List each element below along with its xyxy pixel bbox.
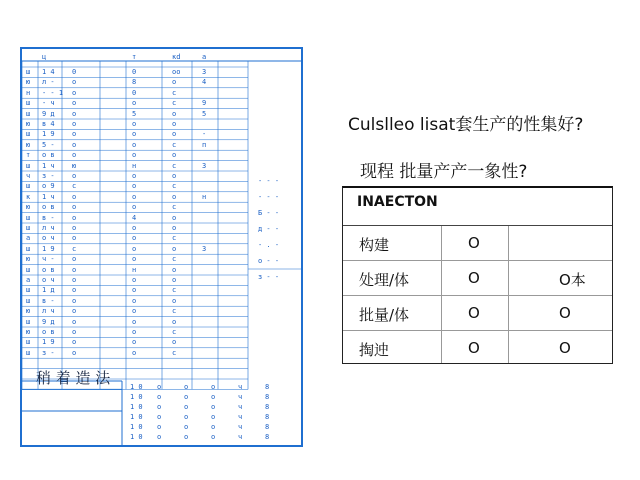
section-title: INAECTON bbox=[357, 194, 438, 210]
form-lower-cell: о bbox=[211, 403, 216, 411]
form-cell: о bbox=[172, 120, 177, 128]
section-header-row bbox=[343, 188, 612, 226]
form-cell: о bbox=[132, 99, 137, 108]
form-cell: 9 д bbox=[42, 317, 55, 326]
form-cell: з - bbox=[42, 172, 55, 180]
form-cell: - - 1 bbox=[42, 88, 64, 97]
form-cell: с bbox=[172, 307, 177, 316]
row-value-2: O bbox=[559, 339, 571, 357]
form-cell: 0 bbox=[72, 68, 77, 76]
form-cell: о bbox=[132, 120, 137, 128]
form-lower-cell: о bbox=[211, 433, 216, 441]
form-cell: о в bbox=[42, 203, 55, 212]
form-cell: 1 ч bbox=[42, 161, 55, 170]
form-cell: о bbox=[72, 99, 77, 108]
form-cell: 1 9 bbox=[42, 338, 55, 347]
form-lower-cell: о bbox=[157, 393, 162, 401]
table-row bbox=[343, 296, 612, 331]
form-cell: о bbox=[72, 328, 77, 336]
form-side-mark: Б - - bbox=[258, 209, 280, 217]
form-cell: ш bbox=[26, 265, 31, 274]
form-cell: о bbox=[72, 286, 77, 295]
form-cell: о bbox=[172, 338, 177, 347]
form-cell: о bbox=[72, 213, 77, 222]
survey-table bbox=[342, 186, 613, 364]
form-cell: о bbox=[72, 224, 77, 232]
form-cell: л ч bbox=[42, 307, 55, 316]
form-cell: о в bbox=[42, 265, 55, 274]
form-header-label: т bbox=[132, 53, 137, 61]
form-cell: - bbox=[202, 130, 207, 139]
form-cell: о bbox=[172, 317, 177, 326]
form-cell: 4 bbox=[132, 213, 137, 222]
form-cell: ш bbox=[26, 348, 31, 357]
form-lower-cell: 8 bbox=[265, 403, 270, 411]
form-cell: ш bbox=[26, 244, 31, 253]
form-cell: о bbox=[132, 296, 137, 305]
form-lower-cell: о bbox=[157, 433, 162, 441]
form-cell: л ч bbox=[42, 224, 55, 232]
form-cell: ю bbox=[26, 140, 31, 149]
form-lower-cell: о bbox=[211, 413, 216, 421]
form-side-mark: о - - bbox=[258, 257, 280, 265]
form-cell: в - bbox=[42, 296, 55, 305]
form-cell: с bbox=[172, 255, 177, 264]
form-cell: ю bbox=[26, 328, 31, 336]
survey-title: Culslleo lisat套生产的性集好? bbox=[348, 115, 584, 135]
form-lower-cell: о bbox=[184, 403, 189, 411]
form-cell: 1 4 bbox=[42, 68, 55, 76]
form-cell: о ч bbox=[42, 276, 55, 284]
form-cell: п bbox=[202, 140, 207, 149]
form-cell: ш bbox=[26, 68, 31, 76]
form-cell: с bbox=[72, 244, 77, 253]
row-value-1: O bbox=[468, 234, 480, 252]
form-cell: о bbox=[132, 348, 137, 357]
form-cell: ш bbox=[26, 99, 31, 108]
form-cell: н bbox=[26, 88, 31, 97]
form-cell: о bbox=[132, 130, 137, 139]
row-value-1: O bbox=[468, 269, 480, 287]
form-header-label: а bbox=[202, 53, 207, 61]
form-lower-cell: о bbox=[184, 423, 189, 431]
form-cell: о bbox=[132, 286, 137, 295]
form-cell: - ч bbox=[42, 99, 55, 108]
form-cell: а bbox=[26, 276, 31, 284]
form-cell: о bbox=[132, 276, 137, 284]
form-cell: о bbox=[172, 265, 177, 274]
form-cell: о ч bbox=[42, 234, 55, 243]
form-cell: 0 bbox=[132, 88, 137, 97]
form-cell: о bbox=[132, 151, 137, 160]
form-lower-cell: ч bbox=[238, 403, 243, 411]
form-cell: о bbox=[132, 244, 137, 253]
form-lower-cell: 1 0 bbox=[130, 403, 143, 411]
form-cell: 5 bbox=[132, 109, 137, 118]
form-lower-cell: о bbox=[211, 423, 216, 431]
form-lower-cell: ч bbox=[238, 413, 243, 421]
form-cell: т bbox=[26, 151, 31, 160]
form-cell: о bbox=[172, 244, 177, 253]
blue-grid-form bbox=[20, 47, 303, 447]
table-row bbox=[343, 261, 612, 296]
form-lower-cell: 1 0 bbox=[130, 383, 143, 391]
form-cell: о bbox=[172, 130, 177, 139]
form-cell: о bbox=[132, 255, 137, 264]
form-cell: ю bbox=[26, 203, 31, 212]
form-lower-cell: ч bbox=[238, 433, 243, 441]
form-cell: с bbox=[172, 140, 177, 149]
form-cell: о bbox=[72, 307, 77, 316]
form-lower-cell: ч bbox=[238, 393, 243, 401]
form-cell: а bbox=[26, 234, 31, 243]
form-header-label: кd bbox=[172, 53, 181, 61]
form-cell: о bbox=[72, 109, 77, 118]
form-cell: о bbox=[72, 265, 77, 274]
form-cell: з - bbox=[42, 348, 55, 357]
form-cell: с bbox=[172, 328, 177, 336]
form-cell: о bbox=[172, 172, 177, 180]
form-cell: о bbox=[72, 203, 77, 212]
form-cell: о bbox=[132, 307, 137, 316]
form-lower-cell: о bbox=[157, 413, 162, 421]
form-cell: с bbox=[172, 203, 177, 212]
row-label: 构建 bbox=[359, 236, 390, 254]
row-value-1: O bbox=[468, 304, 480, 322]
form-cell: о bbox=[72, 192, 77, 201]
form-cell: 1 9 bbox=[42, 244, 55, 253]
form-cell: с bbox=[172, 348, 177, 357]
form-header-label: ц bbox=[42, 53, 47, 61]
form-cell: о bbox=[172, 192, 177, 201]
form-cell: 3 bbox=[202, 244, 207, 253]
form-cell: с bbox=[172, 88, 177, 97]
form-cell: о 9 bbox=[42, 182, 55, 191]
form-cell: о bbox=[172, 224, 177, 232]
form-cell: к bbox=[26, 192, 31, 201]
form-cell: ю bbox=[26, 78, 31, 87]
form-cell: о bbox=[172, 151, 177, 160]
form-cell: о bbox=[132, 203, 137, 212]
form-cell: о bbox=[72, 317, 77, 326]
form-cell: ш bbox=[26, 109, 31, 118]
form-cell: о bbox=[132, 224, 137, 232]
form-lower-cell: о bbox=[184, 393, 189, 401]
form-lower-cell: 8 bbox=[265, 423, 270, 431]
form-cell: ш bbox=[26, 213, 31, 222]
form-cell: 1 д bbox=[42, 286, 55, 295]
row-value-2: O本 bbox=[559, 271, 586, 289]
form-cell: л - bbox=[42, 78, 55, 87]
form-cell: в 4 bbox=[42, 120, 55, 128]
form-cell: о bbox=[132, 192, 137, 201]
form-cell: н bbox=[132, 161, 137, 170]
form-lower-cell: 8 bbox=[265, 393, 270, 401]
form-lower-cell: 1 0 bbox=[130, 423, 143, 431]
form-cell: о bbox=[72, 78, 77, 87]
form-cell: о bbox=[72, 255, 77, 264]
form-cell: о bbox=[172, 296, 177, 305]
form-cell: 8 bbox=[132, 78, 137, 87]
form-cell: с bbox=[172, 161, 177, 170]
form-cell: 9 bbox=[202, 99, 207, 108]
form-lower-cell: о bbox=[211, 393, 216, 401]
form-cell: ю bbox=[26, 255, 31, 264]
row-label: 批量/体 bbox=[359, 306, 410, 324]
form-cell: о bbox=[72, 172, 77, 180]
form-cell: о bbox=[132, 172, 137, 180]
form-lower-cell: 1 0 bbox=[130, 393, 143, 401]
form-cell: о bbox=[72, 140, 77, 149]
form-cell: о bbox=[172, 276, 177, 284]
form-lower-cell: 1 0 bbox=[130, 413, 143, 421]
form-cell: о bbox=[132, 234, 137, 243]
form-cell: с bbox=[172, 234, 177, 243]
form-cell: ш bbox=[26, 296, 31, 305]
form-cell: 9 д bbox=[42, 109, 55, 118]
form-lower-cell: 1 0 bbox=[130, 433, 143, 441]
form-cell: 4 bbox=[202, 78, 207, 87]
form-cell: о bbox=[72, 348, 77, 357]
form-lower-cell: о bbox=[157, 403, 162, 411]
form-lower-cell: о bbox=[211, 383, 216, 391]
form-cell: о bbox=[132, 140, 137, 149]
form-cell: 5 bbox=[202, 109, 207, 118]
form-cell: 1 ч bbox=[42, 192, 55, 201]
form-cell: ч bbox=[26, 172, 31, 180]
form-lower-cell: о bbox=[157, 423, 162, 431]
form-cell: о bbox=[72, 276, 77, 284]
form-lower-cell: о bbox=[184, 433, 189, 441]
form-lower-cell: ч bbox=[238, 423, 243, 431]
form-cell: ш bbox=[26, 317, 31, 326]
form-cell: ю bbox=[26, 307, 31, 316]
form-cell: о bbox=[72, 296, 77, 305]
row-label: 处理/体 bbox=[359, 271, 410, 289]
form-cell: о bbox=[172, 213, 177, 222]
form-side-mark: - - - bbox=[258, 177, 280, 185]
form-cell: ч - bbox=[42, 255, 55, 264]
form-lower-cell: 8 bbox=[265, 433, 270, 441]
form-cell: ш bbox=[26, 338, 31, 347]
form-cell: 0 bbox=[132, 68, 137, 76]
form-cell: с bbox=[72, 182, 77, 191]
form-lower-cell: о bbox=[184, 413, 189, 421]
form-cell: ш bbox=[26, 161, 31, 170]
form-lower-cell: о bbox=[157, 383, 162, 391]
form-cell: о bbox=[72, 151, 77, 160]
form-cell: ю bbox=[72, 161, 77, 170]
form-cell: н bbox=[202, 192, 207, 201]
form-cell: о bbox=[72, 120, 77, 128]
form-cell: с bbox=[172, 99, 177, 108]
form-cell: ш bbox=[26, 130, 31, 139]
form-cell: о bbox=[72, 88, 77, 97]
form-cell: о bbox=[132, 328, 137, 336]
form-cell: 3 bbox=[202, 68, 207, 76]
form-cell: 3 bbox=[202, 161, 207, 170]
form-cell: ю bbox=[26, 120, 31, 128]
row-label: 掏迚 bbox=[359, 341, 390, 359]
form-cell: оо bbox=[172, 68, 181, 76]
form-cell: ш bbox=[26, 182, 31, 191]
form-lower-cell: о bbox=[184, 383, 189, 391]
row-value-1: O bbox=[468, 339, 480, 357]
form-cell: с bbox=[172, 286, 177, 295]
form-cell: о bbox=[132, 338, 137, 347]
row-value-2: O bbox=[559, 304, 571, 322]
form-lower-cell: 8 bbox=[265, 413, 270, 421]
form-cell: 1 9 bbox=[42, 130, 55, 139]
form-side-mark: д - - bbox=[258, 225, 280, 233]
form-cell: о bbox=[72, 234, 77, 243]
form-caption: 稍 着 造 法 bbox=[36, 369, 111, 387]
form-side-mark: - . - bbox=[258, 241, 280, 249]
form-side-mark: - - - bbox=[258, 193, 280, 201]
form-cell: о в bbox=[42, 328, 55, 336]
form-side-mark: з - - bbox=[258, 273, 280, 281]
survey-question: 现程 批量产产一象性? bbox=[360, 162, 528, 182]
form-cell: ш bbox=[26, 286, 31, 295]
form-lower-cell: ч bbox=[238, 383, 243, 391]
table-row bbox=[343, 226, 612, 261]
form-cell: о bbox=[72, 338, 77, 347]
form-cell: о bbox=[132, 317, 137, 326]
form-cell: о bbox=[72, 130, 77, 139]
form-lower-cell: 8 bbox=[265, 383, 270, 391]
form-cell: с bbox=[172, 182, 177, 191]
form-cell: о bbox=[172, 78, 177, 87]
table-row bbox=[343, 331, 612, 366]
form-cell: н bbox=[132, 265, 137, 274]
form-cell: о в bbox=[42, 151, 55, 160]
form-cell: в - bbox=[42, 213, 55, 222]
form-cell: 5 - bbox=[42, 140, 55, 149]
form-cell: о bbox=[132, 182, 137, 191]
form-cell: о bbox=[172, 109, 177, 118]
form-cell: ш bbox=[26, 224, 31, 232]
